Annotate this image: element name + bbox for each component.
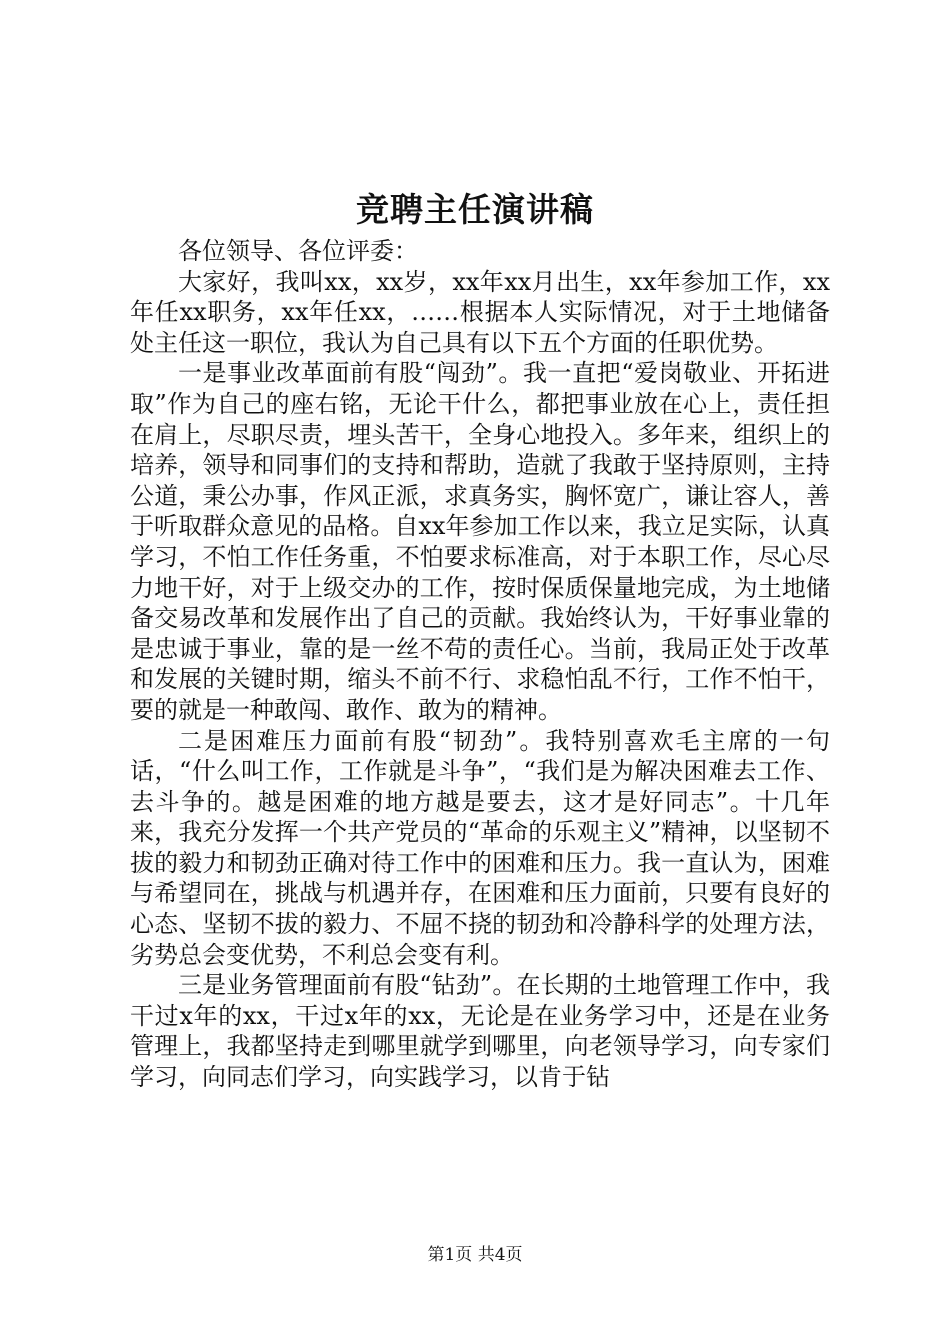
body-paragraph-3: 三是业务管理面前有股“钻劲”。在长期的土地管理工作中，我干过x年的xx，干过x年的xx，无论是在业务学习中，还是在业务管理上，我都坚持走到哪里就学到哪里，向老领导学习，向专家们学习，向同志们学习，向实践学习，以肯于钻 bbox=[130, 971, 830, 1092]
document-title: 竞聘主任演讲稿 bbox=[356, 190, 594, 229]
body-paragraph-1: 一是事业改革面前有股“闯劲”。我一直把“爱岗敬业、开拓进取”作为自己的座右铭，无论干什么，都把事业放在心上，责任担在肩上，尽职尽责，埋头苦干，全身心地投入。多年来，组织上的培养，领导和同事们的支持和帮助，造就了我敢于坚持原则，主持公道，秉公办事，作风正派，求真务实，胸怀宽广，谦让容人，善于听取群众意见的品格。自xx年参加工作以来，我立足实际，认真学习，不怕工作任务重，不怕要求标准高，对于本职工作，尽心尽力地干好，对于上级交办的工作，按时保质保量地完成，为土地储备交易改革和发展作出了自己的贡献。我始终认为，干好事业靠的是忠诚于事业，靠的是一丝不苟的责任心。当前，我局正处于改革和发展的关键时期，缩头不前不行、求稳怕乱不行，工作不怕干，要的就是一种敢闯、敢作、敢为的精神。 bbox=[130, 359, 830, 724]
page-number-footer: 第1页 共4页 bbox=[427, 1245, 523, 1265]
document-body bbox=[130, 236, 830, 1093]
body-paragraph-2: 二是困难压力面前有股“韧劲”。我特别喜欢毛主席的一句话，“什么叫工作，工作就是斗争”，“我们是为解决困难去工作、去斗争的。越是困难的地方越是要去，这才是好同志”。十几年来，我充分发挥一个共产党员的“革命的乐观主义”精神，以坚韧不拔的毅力和韧劲正确对待工作中的困难和压力。我一直认为，困难与希望同在，挑战与机遇并存，在困难和压力面前，只要有良好的心态、坚韧不拔的毅力、不屈不挠的韧劲和冷静科学的处理方法，劣势总会变优势，不利总会变有利。 bbox=[130, 726, 830, 969]
intro-paragraph: 大家好，我叫xx，xx岁，xx年xx月出生，xx年参加工作，xx年任xx职务，xx年任xx，……根据本人实际情况，对于土地储备处主任这一职位，我认为自己具有以下五个方面的任职优势。 bbox=[130, 267, 830, 357]
salutation-paragraph: 各位领导、各位评委： bbox=[178, 237, 418, 265]
